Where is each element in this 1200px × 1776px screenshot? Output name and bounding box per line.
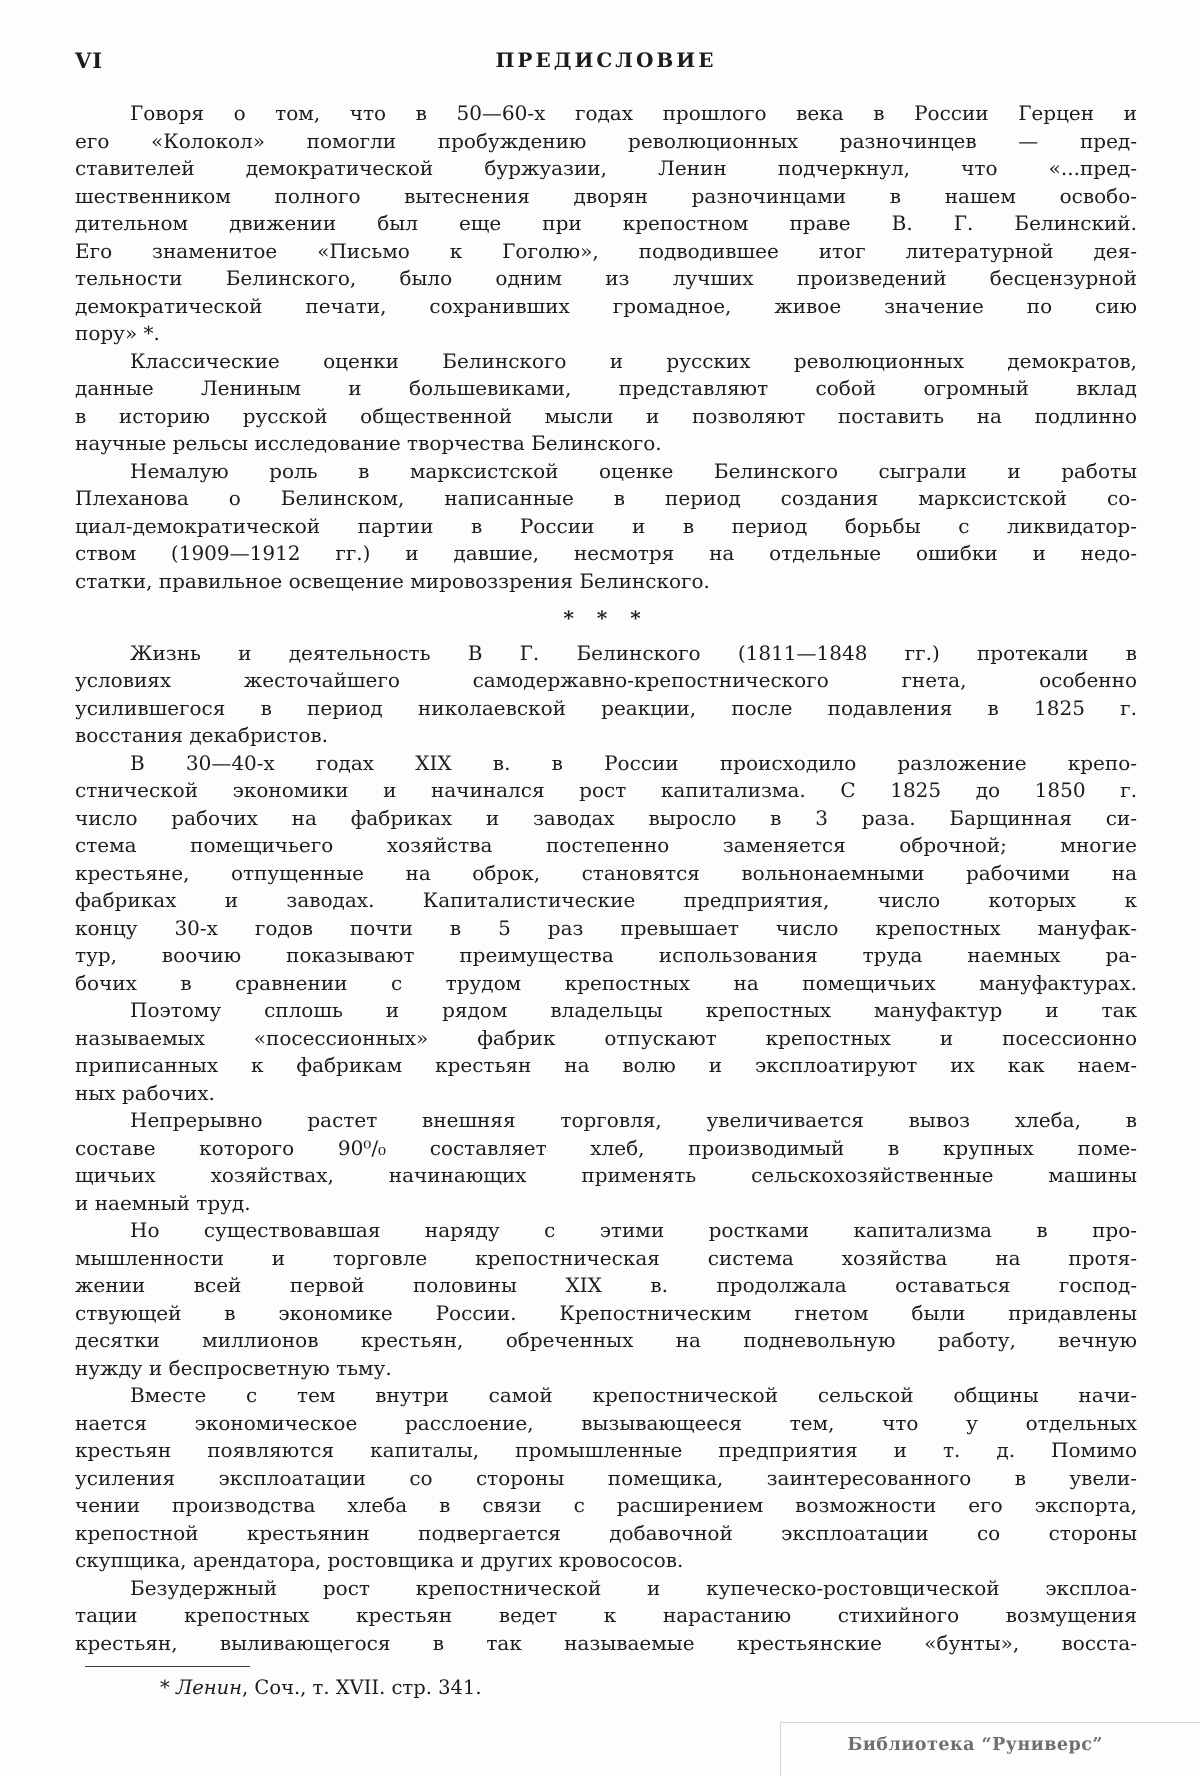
footnote-author: Ленин [175,1676,243,1699]
text-line: щичьих хозяйствах, начинающих применять сельскохозяйственные машины [75,1163,1137,1187]
text-line: десятки миллионов крестьян, обреченных на подневольную работу, вечную [75,1328,1137,1352]
page-header [75,48,1137,74]
text-line: усилившегося в период николаевской реакции, после подавления в 1825 г. [75,695,1137,720]
text-line: число рабочих на фабриках и заводах выросло в 3 раза. Барщинная си- [75,805,1137,830]
footnote [75,1676,1137,1699]
paragraph [75,348,1137,458]
text-line: Безудержный рост крепостнической и купеческо-ростовщической эксплоа- [130,1575,1137,1600]
text-line: дительном движении был еще при крепостном праве В. Г. Белинский. [75,211,1137,235]
text-line: ством (1909—1912 гг.) и давшие, несмотря на отдельные ошибки и недо- [75,541,1137,565]
text-line: бочих в сравнении с трудом крепостных на помещичьих мануфактурах. [75,970,1137,995]
text-line: стема помещичьего хозяйства постепенно заменяется оброчной; многие [75,833,1137,857]
text-line: приписанных к фабрикам крестьян на волю и эксплоатируют их как наем- [75,1053,1137,1077]
text-line: усиления эксплоатации со стороны помещика, заинтересованного в увели- [75,1465,1137,1490]
paragraph [75,750,1137,998]
text-line: восстания декабристов. [75,723,328,747]
text-line: Классические оценки Белинского и русских революционных демократов, [130,348,1137,373]
text-line: концу 30-х годов почти в 5 раз превышает число крепостных мануфак- [75,915,1137,940]
body-text [75,100,1137,1657]
text-line: стнической экономики и начинался рост капитализма. С 1825 до 1850 г. [75,778,1137,802]
text-line: Но существовавшая наряду с этими ростками капитализма в про- [130,1218,1137,1242]
paragraph [75,640,1137,750]
text-line: крепостной крестьянин подвергается добавочной эксплоатации со стороны [75,1520,1137,1545]
text-line: ных рабочих. [75,1080,215,1105]
paragraph [75,1575,1137,1658]
text-line: называемых «посессионных» фабрик отпускают крепостных и посессионно [75,1025,1137,1050]
text-line: составе которого 90⁰/₀ составляет хлеб, производимый в крупных поме- [75,1135,1137,1160]
text-line: скупщика, арендатора, ростовщика и других кровососов. [75,1548,684,1572]
page-title: ПРЕДИСЛОВИЕ [495,48,717,72]
text-line: тации крепостных крестьян ведет к нарастанию стихийного возмущения [75,1603,1137,1627]
text-line: Плеханова о Белинском, написанные в период создания марксистской со- [75,486,1137,510]
text-line: научные рельсы исследование творчества Белинского. [75,431,662,455]
text-line: фабриках и заводах. Капиталистические предприятия, число которых к [75,888,1137,912]
footnote-marker: * [160,1676,170,1699]
text-line: Непрерывно растет внешняя торговля, увеличивается вывоз хлеба, в [130,1108,1137,1132]
text-line: мышленности и торговле крепостническая система хозяйства на протя- [75,1245,1137,1270]
book-page [75,48,1137,1699]
text-line: крестьян появляются капиталы, промышленные предприятия и т. д. Помимо [75,1438,1137,1462]
text-line: ствующей в экономике России. Крепостническим гнетом были придавлены [75,1300,1137,1325]
text-line: крестьяне, отпущенные на оброк, становятся вольнонаемными рабочими на [75,860,1137,885]
paragraph [75,100,1137,348]
text-line: чении производства хлеба в связи с расширением возможности его экспорта, [75,1493,1137,1517]
text-line: нужду и беспросветную тьму. [75,1355,392,1380]
text-line: тур, воочию показывают преимущества использования труда наемных ра- [75,943,1137,967]
footnote-rule [85,1666,250,1667]
text-line: ставителей демократической буржуазии, Ленин подчеркнул, что «...пред- [75,156,1137,180]
footnote-reference: , Соч., т. XVII. стр. 341. [242,1676,482,1699]
text-line: в историю русской общественной мысли и позволяют поставить на подлинно [75,403,1137,428]
text-line: данные Лениным и большевиками, представляют собой огромный вклад [75,376,1137,400]
text-line: крестьян, выливающегося в так называемые крестьянские «бунты», восста- [75,1630,1137,1655]
text-line: шественником полного вытеснения дворян разночинцами в нашем освобо- [75,183,1137,208]
text-line: Его знаменитое «Письмо к Гоголю», подводившее итог литературной дея- [75,238,1137,263]
text-line: демократической печати, сохранивших громадное, живое значение по сию [75,293,1137,318]
text-line: Жизнь и деятельность В Г. Белинского (1811—1848 гг.) протекали в [130,640,1137,665]
paragraph [75,1107,1137,1217]
text-line: тельности Белинского, было одним из лучших произведений бесцензурной [75,266,1137,290]
text-line: Немалую роль в марксистской оценке Белинского сыграли и работы [130,458,1137,483]
text-line: Говоря о том, что в 50—60-х годах прошлого века в России Герцен и [130,101,1137,125]
library-watermark: Библиотека “Руниверс” [847,1735,1103,1755]
text-line: статки, правильное освещение мировоззрения Белинского. [75,568,710,593]
section-divider: * * * [563,606,649,630]
paragraph [75,1382,1137,1575]
text-line: и наемный труд. [75,1190,251,1215]
text-line: циал-демократической партии в России и в период борьбы с ликвидатор- [75,513,1137,538]
text-line: его «Колокол» помогли пробуждению революционных разночинцев — пред- [75,128,1137,153]
paragraph [75,458,1137,596]
text-line: нается экономическое расслоение, вызывающееся тем, что у отдельных [75,1410,1137,1435]
text-line: Поэтому сплошь и рядом владельцы крепостных мануфактур и так [130,998,1137,1022]
page-number: VI [75,48,104,73]
text-line: жении всей первой половины XIX в. продолжала оставаться господ- [75,1273,1137,1297]
text-line: Вместе с тем внутри самой крепостнической сельской общины начи- [130,1383,1137,1407]
text-line: В 30—40-х годах XIX в. в России происходило разложение крепо- [130,750,1137,775]
paragraph [75,1217,1137,1382]
text-line: условиях жесточайшего самодержавно-крепостнического гнета, особенно [75,668,1137,692]
paragraph [75,997,1137,1107]
text-line: пору» *. [75,321,160,345]
